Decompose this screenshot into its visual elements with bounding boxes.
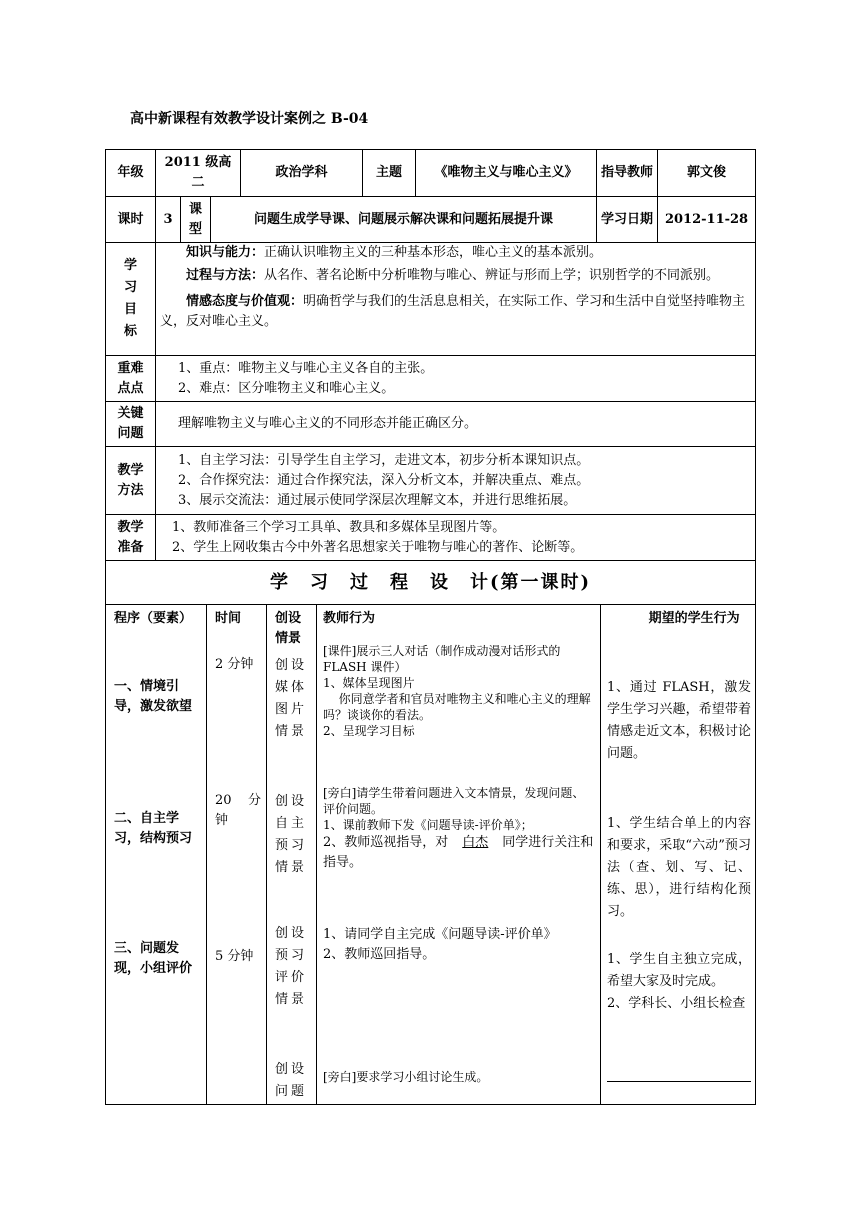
date-label: 学习日期 — [597, 197, 658, 243]
objective-process — [160, 266, 751, 286]
prep-label: 教学准备 — [106, 515, 156, 561]
student-line: 1、学生自主独立完成，希望大家及时完成。 — [607, 952, 751, 989]
grade-value: 2011 级高二 — [156, 150, 241, 197]
teacher-line: 2、呈现学习目标 — [323, 724, 415, 738]
step-name: 一、情境引导，激发欲望 — [114, 679, 193, 714]
teacher-column — [317, 605, 601, 1105]
step-scenario: 创设自主预习情景 — [275, 794, 308, 875]
teacher-line: [旁白]要求学习小组讨论生成。 — [323, 1070, 489, 1084]
scenario-column — [267, 605, 317, 1105]
teacher-label: 指导教师 — [597, 150, 658, 197]
grade-label: 年级 — [106, 150, 156, 197]
date-value: 2012-11-28 — [658, 197, 756, 243]
student-header: 期望的学生行为 — [648, 611, 740, 626]
topic-label: 主题 — [363, 150, 416, 197]
topic-value: 《唯物主义与唯心主义》 — [416, 150, 597, 197]
objective-emotion — [160, 292, 751, 332]
time-column — [207, 605, 267, 1105]
teacher-line: 你同意学者和官员对唯物主义和唯心主义的理解吗？谈谈你的看法。 — [323, 692, 591, 722]
teacher-line: [旁白]请学生带着问题进入文本情景，发现问题、评价问题。 — [323, 786, 585, 816]
step-scenario: 创设媒体图片情景 — [275, 658, 308, 739]
teacher-line: 1、媒体呈现图片 — [323, 676, 415, 690]
methods-content — [156, 447, 756, 515]
objectives-label: 学习目标 — [106, 243, 156, 356]
method-item: 3、展示交流法：通过展示使同学深层次理解文本，并进行思维拓展。 — [178, 492, 577, 508]
prep-item: 2、学生上网收集古今中外著名思想家关于唯物与唯心的著作、论断等。 — [172, 539, 584, 555]
step-student — [607, 949, 751, 1015]
objective-emotion-title: 情感态度与价值观： — [186, 294, 304, 309]
step-teacher-text — [323, 925, 595, 965]
teacher-line-part: 2、教师巡视指导，对 — [323, 835, 449, 850]
procedure-column — [106, 605, 207, 1105]
teacher-line-part: 同学进行关注和指导。 — [323, 835, 594, 870]
objective-emotion-text: 明确哲学与我们的生活息息相关，在实际工作、学习和生活中自觉坚持唯物主义，反对唯心主义。 — [160, 294, 746, 329]
teacher-line: 2、教师巡回指导。 — [323, 947, 436, 962]
subject-value: 政治学科 — [241, 150, 363, 197]
prep-item: 1、教师准备三个学习工具单、教具和多媒体呈现图片等。 — [172, 519, 506, 535]
step-time: 20 分钟 — [215, 793, 261, 828]
document-title: 高中新课程有效教学设计案例之 B-04 — [130, 111, 369, 127]
keypoints-label: 重难点点 — [106, 356, 156, 402]
type-label: 课型 — [181, 197, 211, 243]
step-scenario: 创设预习评价情景 — [275, 926, 308, 1007]
keypoints-content — [156, 356, 756, 402]
student-bottom-divider — [607, 1081, 751, 1082]
student-column — [601, 605, 756, 1105]
step-name: 二、自主学习，结构预习 — [114, 811, 193, 846]
key-issue-label: 关键问题 — [106, 402, 156, 447]
method-item: 1、自主学习法：引导学生自主学习，走进文本，初步分析本课知识点。 — [178, 452, 590, 468]
teacher-header: 教师行为 — [323, 611, 376, 626]
step-student: 1、学生结合单上的内容和要求，采取“六动”预习法（查、划、写、记、练、思），进行结构化预习。 — [607, 816, 751, 919]
step-teacher-text — [323, 643, 593, 739]
student-name: 白杰 — [462, 835, 489, 850]
teacher-line: [课件]展示三人对话（制作成动漫对话形式的 FLASH 课件） — [323, 644, 561, 674]
step-student: 1、通过 FLASH，激发学生学习兴趣，希望带着情感走近文本，积极讨论问题。 — [607, 680, 751, 761]
objectives-content — [156, 243, 756, 356]
method-item: 2、合作探究法：通过合作探究法，深入分析文本，并解决重点、难点。 — [178, 472, 590, 488]
keypoint-item: 2、难点：区分唯物主义和唯心主义。 — [178, 380, 395, 396]
procedure-header: 程序（要素） — [114, 611, 193, 626]
teacher-line: 1、课前教师下发《问题导读-评价单》； — [323, 818, 533, 832]
step-name: 三、问题发现，小组评价 — [114, 941, 193, 976]
objective-knowledge-text: 正确认识唯物主义的三种基本形态，唯心主义的基本派别。 — [264, 245, 603, 260]
objective-process-text: 从名作、著名论断中分析唯物与唯心、辨证与形而上学；识别哲学的不同派别。 — [264, 268, 720, 283]
teacher-line: 1、请同学自主完成《问题导读-评价单》 — [323, 927, 557, 942]
student-line: 2、学科长、小组长检查 — [607, 996, 746, 1011]
objective-knowledge-title: 知识与能力： — [186, 245, 265, 260]
period-label: 课时 — [106, 197, 156, 243]
step-teacher-text — [323, 785, 595, 873]
lesson-info-table — [105, 149, 756, 605]
key-issue-text: 理解唯物主义与唯心主义的不同形态并能正确区分。 — [156, 402, 756, 447]
step-time: 5 分钟 — [215, 949, 254, 964]
time-header: 时间 — [215, 611, 242, 626]
type-value: 问题生成学导课、问题展示解决课和问题拓展提升课 — [211, 197, 597, 243]
step-scenario: 创设问题 — [275, 1062, 308, 1099]
objective-knowledge — [160, 243, 751, 263]
period-value: 3 — [156, 197, 181, 243]
step-time: 2 分钟 — [215, 657, 254, 672]
section-title: 学 习 过 程 设 计(第一课时) — [106, 561, 756, 605]
scenario-header: 创设情景 — [275, 611, 302, 646]
teacher-line — [323, 833, 595, 873]
objective-process-title: 过程与方法： — [186, 268, 265, 283]
prep-content — [156, 515, 756, 561]
process-table — [105, 604, 756, 1105]
keypoint-item: 1、重点：唯物主义与唯心主义各自的主张。 — [178, 360, 434, 376]
methods-label: 教学方法 — [106, 447, 156, 515]
teacher-value: 郭文俊 — [658, 150, 756, 197]
